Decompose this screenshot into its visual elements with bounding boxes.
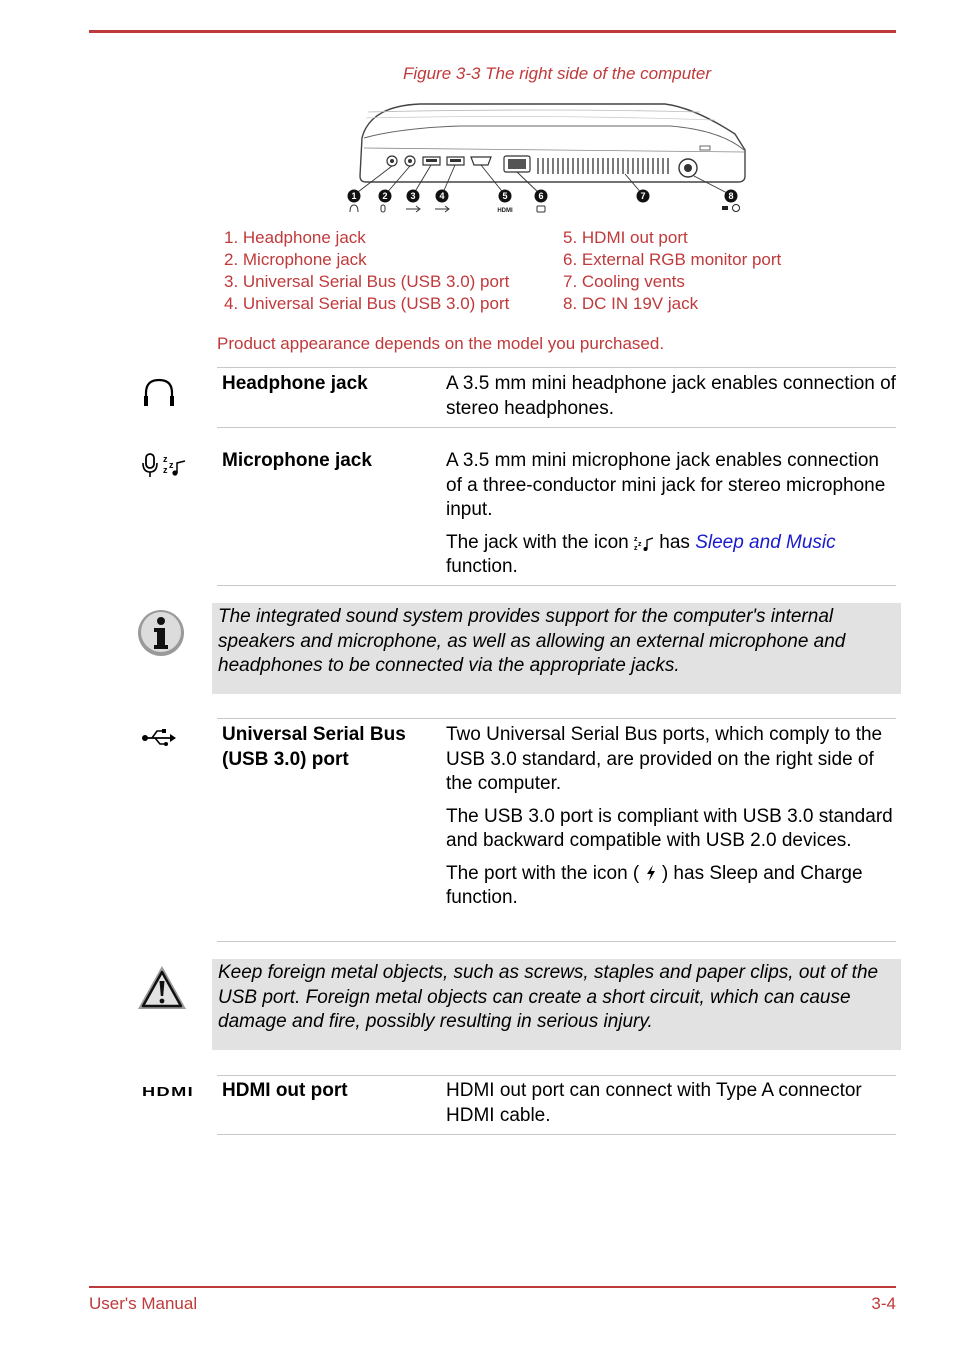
legend-item: 7. Cooling vents <box>563 272 685 291</box>
usb-term: Universal Serial Bus (USB 3.0) port <box>222 724 406 770</box>
usb-desc <box>446 723 896 919</box>
microphone-desc-1: A 3.5 mm mini microphone jack enables connection of a three-conductor mini jack for stereo microphone input. <box>446 450 886 520</box>
svg-text:z: z <box>169 460 174 470</box>
callout-7: 7 <box>640 191 646 201</box>
legend-right <box>563 227 781 315</box>
hdmi-term: HDMI out port <box>222 1080 348 1101</box>
appearance-note: Product appearance depends on the model you purchased. <box>217 334 665 353</box>
footer-rule <box>89 1286 896 1288</box>
legend-item: 3. Universal Serial Bus (USB 3.0) port <box>224 272 510 291</box>
info-note-text: The integrated sound system provides support for the computer's internal speakers and microphone, as well as allowing an external microphone and headphones to be connected via the appropriate jacks. <box>218 606 846 676</box>
microphone-desc-2b: has <box>659 531 690 553</box>
table-row-divider <box>217 1134 896 1135</box>
svg-text:z: z <box>163 465 168 475</box>
table-row-divider <box>217 941 896 942</box>
headphone-term: Headphone jack <box>222 373 368 394</box>
footer-page-number: 3-4 <box>871 1294 896 1313</box>
figure-caption: Figure 3-3 The right side of the computer <box>402 64 712 83</box>
headphone-desc: A 3.5 mm mini headphone jack enables connection of stereo headphones. <box>446 373 896 419</box>
info-icon <box>136 607 186 659</box>
usb-desc-3a: The port with the icon ( <box>446 862 640 884</box>
hdmi-icon: HDMI <box>142 1084 195 1099</box>
microphone-term: Microphone jack <box>222 450 372 471</box>
microphone-desc-2 <box>446 531 896 580</box>
laptop-right-side-illustration <box>340 98 752 218</box>
hdmi-desc: HDMI out port can connect with Type A connector HDMI cable. <box>446 1080 862 1126</box>
info-note <box>212 603 901 694</box>
callout-4: 4 <box>439 191 445 201</box>
callout-5: 5 <box>502 191 508 201</box>
headphone-icon <box>141 377 177 409</box>
legend-item: 1. Headphone jack <box>224 228 366 247</box>
svg-text:z: z <box>163 454 168 464</box>
legend-item: 8. DC IN 19V jack <box>563 294 699 313</box>
footer-manual-title: User's Manual <box>89 1294 198 1313</box>
callout-3: 3 <box>410 191 416 201</box>
microphone-desc-2a: The jack with the icon <box>446 531 629 553</box>
sleep-and-music-link[interactable]: Sleep and Music <box>695 531 836 553</box>
sleep-music-icon <box>634 533 654 551</box>
table-row-divider <box>217 718 896 719</box>
microphone-desc-2c: function. <box>446 556 518 577</box>
usb-desc-1: Two Universal Serial Bus ports, which comply to the USB 3.0 standard, are provided on the right side of the computer. <box>446 724 883 794</box>
legend-item: 4. Universal Serial Bus (USB 3.0) port <box>224 294 510 313</box>
legend-left <box>224 227 509 315</box>
table-row-divider <box>217 427 896 428</box>
header-rule <box>89 30 896 33</box>
figure-hdmi-mini-label: HDMI <box>497 208 513 214</box>
microphone-desc <box>446 449 896 588</box>
svg-text:z: z <box>637 540 642 548</box>
svg-text:z: z <box>633 535 638 543</box>
warning-icon <box>136 963 188 1013</box>
usb-desc-3b: ) has Sleep and Charge function. <box>446 862 863 908</box>
callout-8: 8 <box>728 191 734 201</box>
usb-desc-2: The USB 3.0 port is compliant with USB 3.0 standard and backward compatible with USB 2.0 devices. <box>446 805 893 851</box>
legend-item: 5. HDMI out port <box>563 228 688 247</box>
callout-1: 1 <box>351 191 357 201</box>
legend-item: 2. Microphone jack <box>224 250 367 269</box>
callout-6: 6 <box>538 191 544 201</box>
table-row-divider <box>217 1075 896 1076</box>
warning-note <box>212 959 901 1050</box>
warning-note-text: Keep foreign metal objects, such as screws, staples and paper clips, out of the USB port. Foreign metal objects can create a short circuit, which can cause damage and fire, possibly resulting in serious injury. <box>218 962 879 1032</box>
lightning-icon <box>645 864 657 882</box>
legend-item: 6. External RGB monitor port <box>563 250 782 269</box>
microphone-icon <box>139 451 189 479</box>
table-row-divider <box>217 585 896 586</box>
usb-icon <box>141 727 177 749</box>
callout-2: 2 <box>382 191 388 201</box>
svg-text:z: z <box>633 544 638 551</box>
usb-desc-3 <box>446 862 896 911</box>
table-row-divider <box>217 367 896 368</box>
